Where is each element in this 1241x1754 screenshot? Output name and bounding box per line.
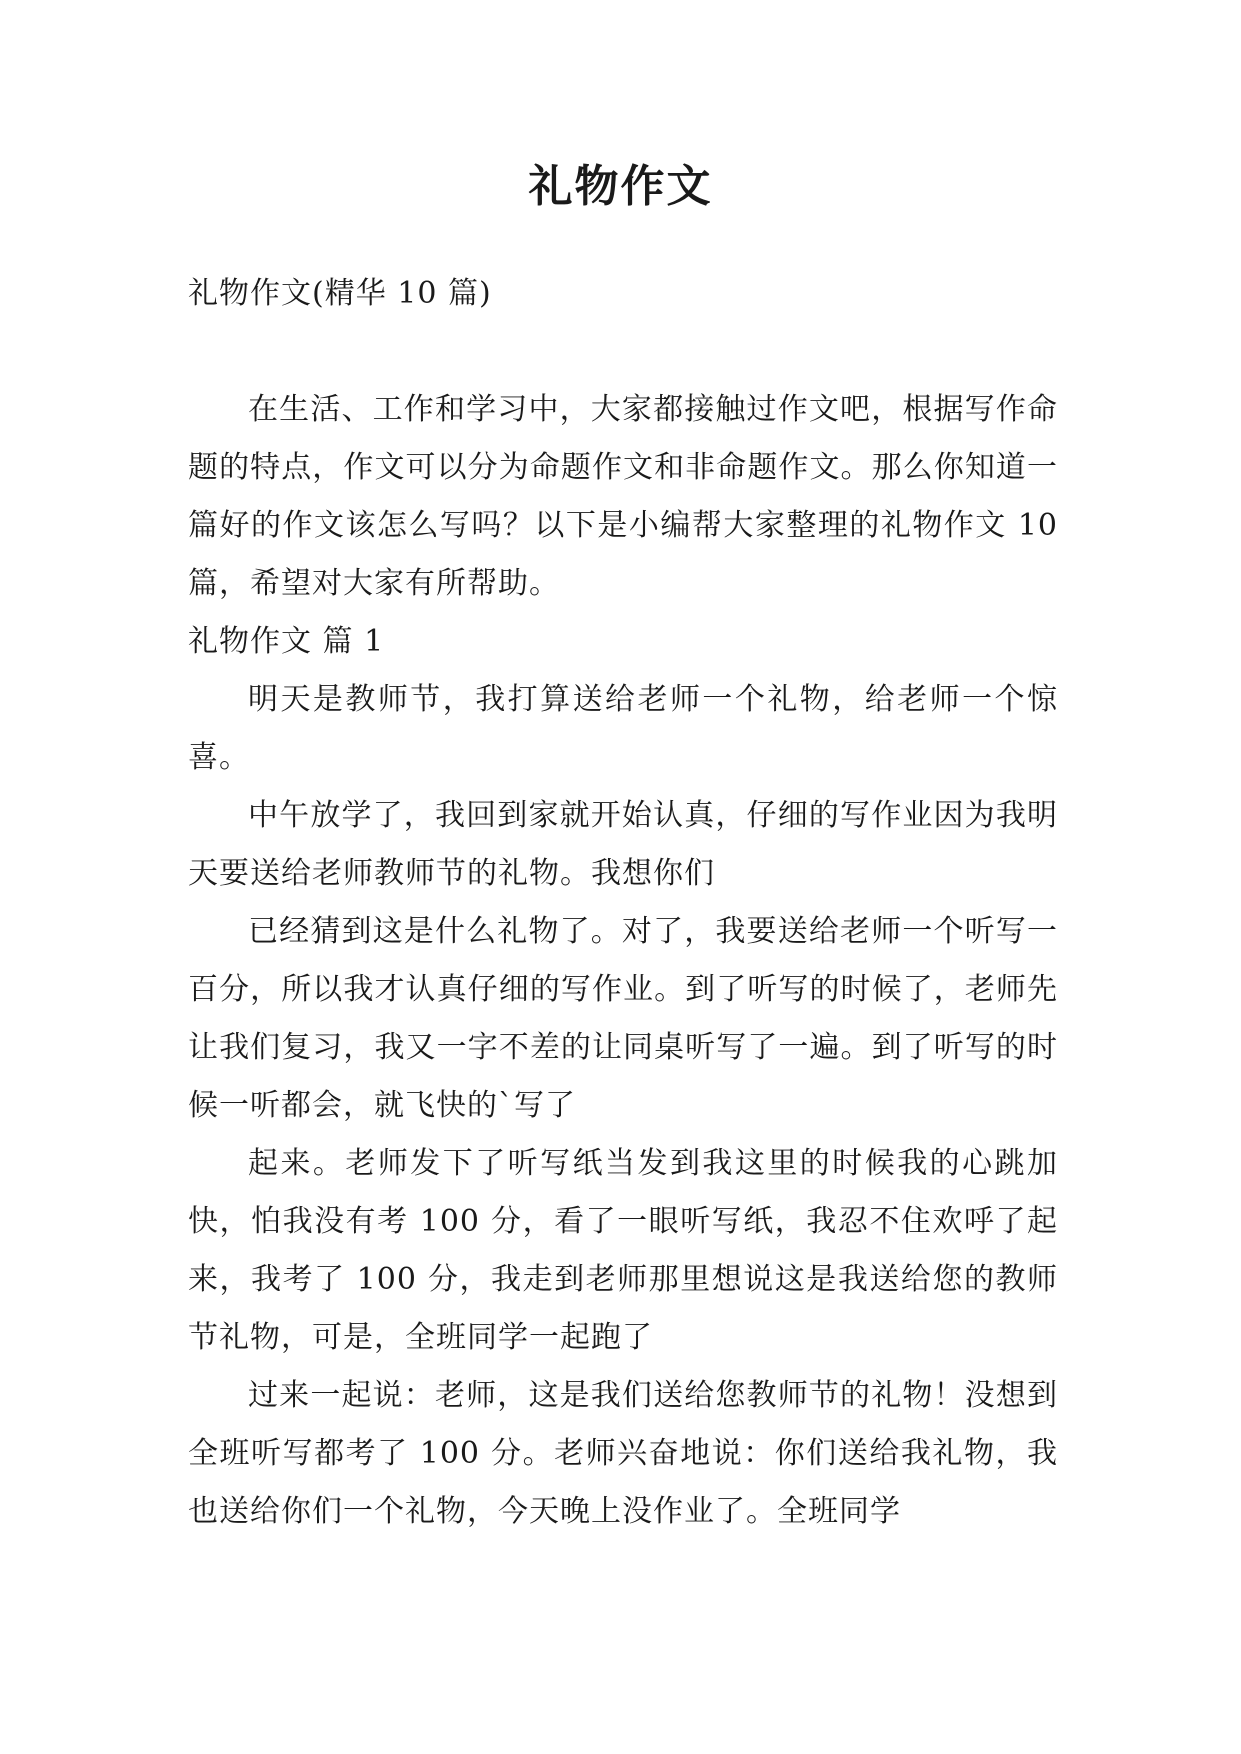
body-paragraph: 起来。老师发下了听写纸当发到我这里的时候我的心跳加快，怕我没有考 100 分，看了一眼听写纸，我忍不住欢呼了起来，我考了 100 分，我走到老师那里想说这是我送给您的教师节礼物，可是，全班同学一起跑了: [188, 1146, 1058, 1355]
body-paragraph: 明天是教师节，我打算送给老师一个礼物，给老师一个惊喜。: [188, 682, 1058, 775]
document-body: [188, 265, 1058, 1541]
body-paragraph: 过来一起说：老师，这是我们送给您教师节的礼物！没想到全班听写都考了 100 分。老师兴奋地说：你们送给我礼物，我也送给你们一个礼物，今天晚上没作业了。全班同学: [188, 1378, 1058, 1529]
intro-paragraph: 在生活、工作和学习中，大家都接触过作文吧，根据写作命题的特点，作文可以分为命题作文和非命题作文。那么你知道一篇好的作文该怎么写吗？以下是小编帮大家整理的礼物作文 10 篇，希望对大家有所帮助。: [188, 392, 1058, 601]
document-subtitle: 礼物作文(精华 10 篇): [188, 276, 492, 311]
body-paragraph: 已经猜到这是什么礼物了。对了，我要送给老师一个听写一百分，所以我才认真仔细的写作业。到了听写的时候了，老师先让我们复习，我又一字不差的让同桌听写了一遍。到了听写的时候一听都会，就飞快的`写了: [188, 914, 1058, 1123]
document-title: 礼物作文: [528, 161, 713, 212]
body-paragraph: 中午放学了，我回到家就开始认真，仔细的写作业因为我明天要送给老师教师节的礼物。我想你们: [188, 798, 1058, 891]
section-heading: 礼物作文 篇 1: [188, 624, 385, 659]
